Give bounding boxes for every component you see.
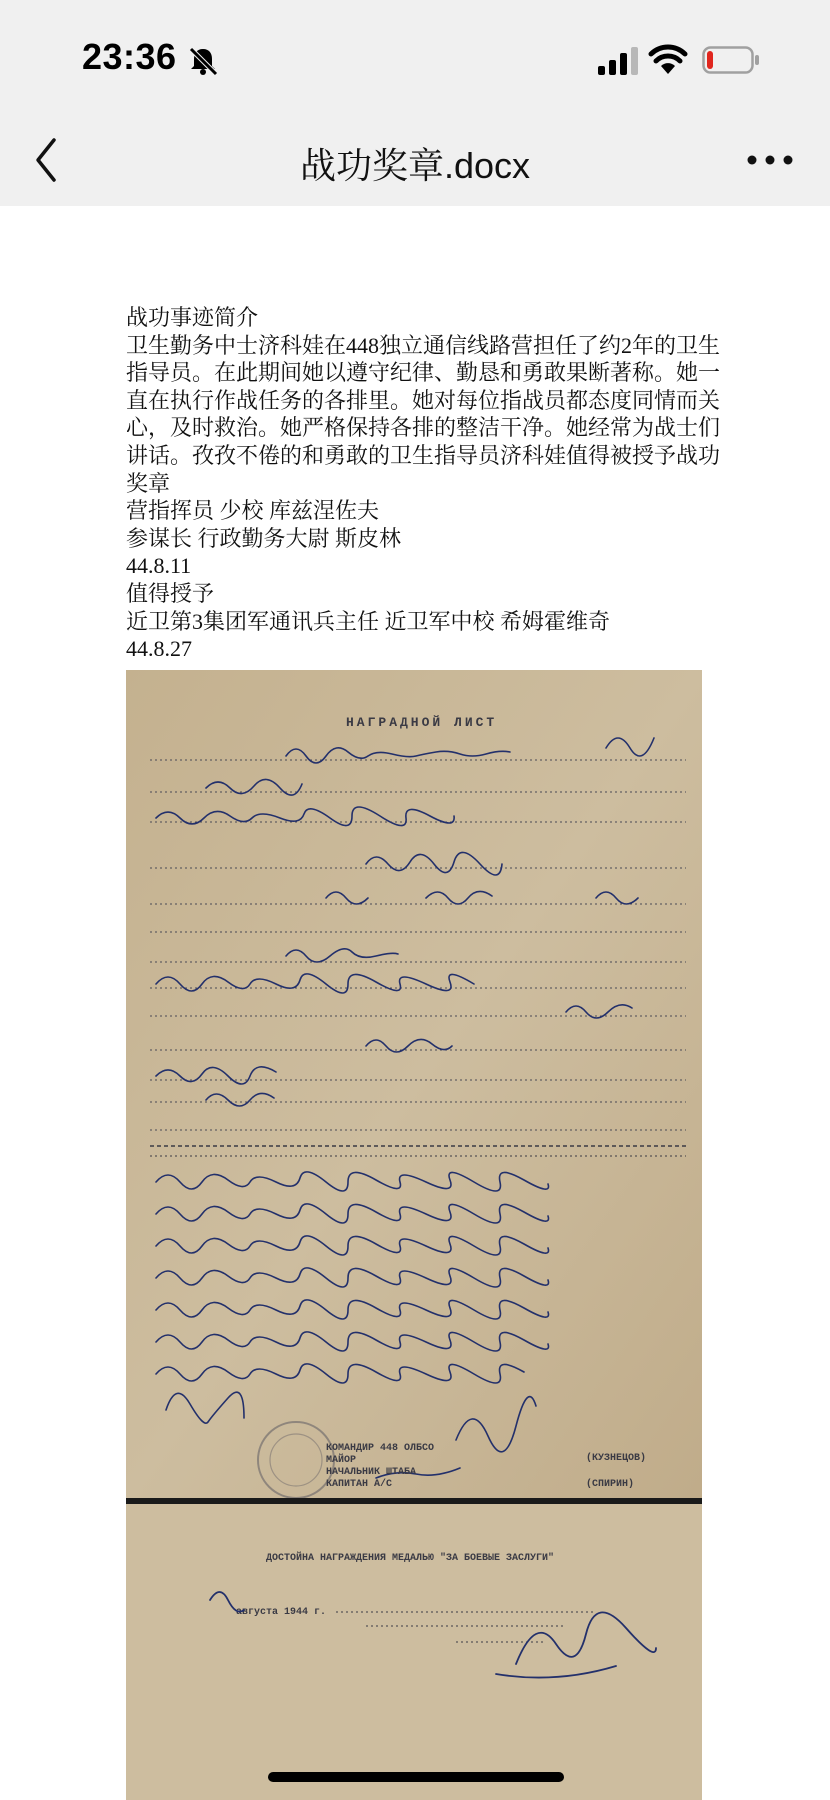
bell-slash-icon (186, 44, 220, 78)
doc-paragraph: 参谋长 行政勤务大尉 斯皮林 (126, 525, 402, 551)
status-bar (0, 0, 830, 118)
battery-low-icon (702, 46, 760, 74)
wifi-icon (648, 44, 688, 76)
doc-paragraph: 近卫第3集团军通讯兵主任 近卫军中校 希姆霍维奇 (126, 608, 611, 634)
scan-commander-label: КОМАНДИР 448 ОЛБСО (326, 1443, 435, 1454)
more-horizontal-icon[interactable] (744, 138, 796, 182)
navigation-bar (0, 118, 830, 206)
scan-approval-heading: ДОСТОЙНА НАГРАЖДЕНИЯ МЕДАЛЬЮ "ЗА БОЕВЫЕ ЗАСЛУГИ" (266, 1553, 555, 1564)
doc-paragraph: 营指挥员 少校 库兹涅佐夫 (126, 498, 380, 524)
doc-paragraph: 卫生勤务中士济科娃在448独立通信线路营担任了约2年的卫生指导员。在此期间她以遵守纪律、勤恳和勇敢果断著称。她一直在执行作战任务的各排里。她对每位指战员都态度同情而关心，及时救治。她严格保持各排的整洁干净。她经常为战士们讲话。孜孜不倦的和勇敢的卫生指导员济科娃值得被授予战功奖章 (126, 332, 721, 496)
award-sheet-scan (126, 670, 702, 1504)
scan-name-spirin: (СПИРИН) (586, 1479, 635, 1490)
doc-paragraph: 44.8.27 (126, 636, 192, 662)
doc-paragraph: 44.8.11 (126, 553, 192, 579)
doc-heading: 战功事迹简介 (126, 305, 259, 330)
status-time: 23:36 (82, 36, 177, 77)
award-approval-scan (126, 1504, 702, 1800)
scan-approval-date: августа 1944 г. (236, 1607, 327, 1618)
home-indicator[interactable] (268, 1772, 564, 1782)
scan-heading: НАГРАДНОЙ ЛИСТ (346, 715, 498, 730)
scan-name-kuznetsov: (КУЗНЕЦОВ) (586, 1453, 647, 1464)
scan-major-label: МАЙОР (326, 1455, 357, 1466)
doc-paragraph: 值得授予 (126, 580, 215, 606)
scan-chief-of-staff-label: НАЧАЛЬНИК ШТАБА (326, 1467, 417, 1478)
document-title: 战功奖章.docx (299, 145, 531, 186)
scan-captain-label: КАПИТАН А/С (326, 1479, 393, 1490)
signal-icon (596, 46, 642, 76)
document-body (126, 304, 726, 663)
